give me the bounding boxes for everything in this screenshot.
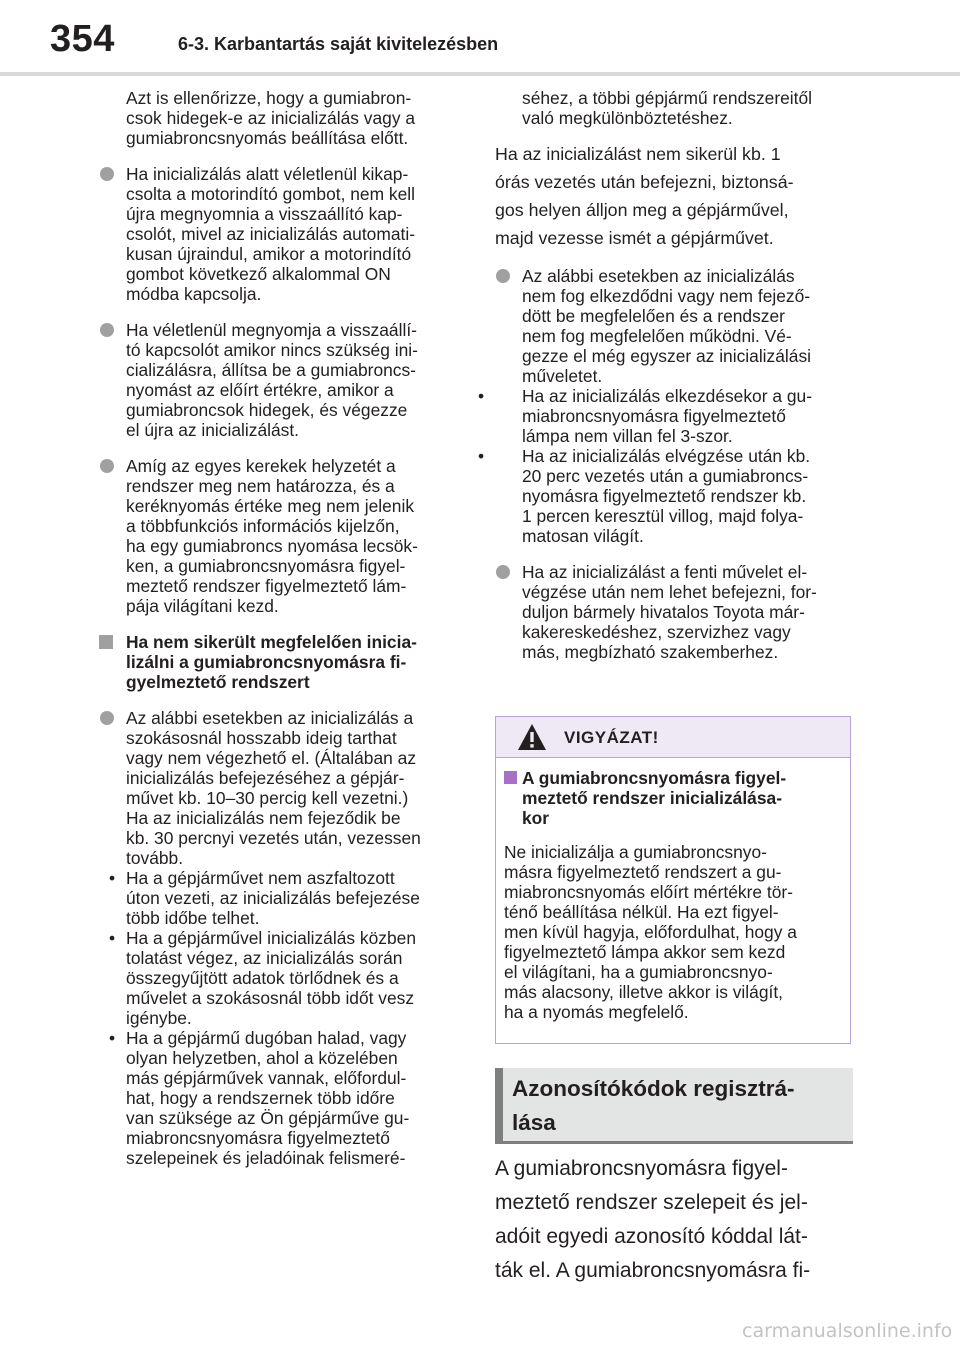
text-line: ken, a gumiabroncsnyomásra figyel- — [126, 556, 406, 576]
bullet-item — [99, 456, 469, 616]
text-line: séhez, a többi gépjármű rendszereitől — [522, 88, 813, 108]
text-line: lizálni a gumiabroncsnyomásra fi- — [126, 652, 407, 672]
bullet-dot-icon — [496, 269, 510, 283]
watermark: carmanualsonline.info — [742, 1320, 953, 1342]
text-line: ténő beállítása nélkül. Ha ezt figyel- — [504, 902, 779, 922]
text-line: gombot következő alkalommal ON — [126, 264, 391, 284]
text-line: figyelmeztető lámpa akkor sem kezd — [504, 942, 786, 962]
caution-title: VIGYÁZAT! — [564, 728, 659, 747]
text-line: el világítani, ha a gumiabroncsnyo- — [504, 962, 773, 982]
dash-item — [99, 1028, 469, 1168]
text-line: tovább. — [126, 848, 184, 868]
text-line: Ha a gépjárművel inicializálás közben — [126, 928, 416, 948]
text-line: olyan helyzetben, ahol a közelében — [126, 1048, 398, 1068]
text-line: tolatást végez, az inicializálás során — [126, 948, 403, 968]
dash-item — [99, 928, 469, 1028]
text-line: ták el. A gumiabroncsnyomásra fi- — [495, 1259, 811, 1282]
text-line: miabroncsnyomás előírt mértékre tör- — [504, 882, 793, 902]
text-line: gumiabroncsnyomás beállítása előtt. — [126, 128, 409, 148]
text-line: dött be megfelelően és a rendszer — [522, 306, 785, 326]
text-line: majd vezesse ismét a gépjárművet. — [495, 228, 774, 248]
page-number: 354 — [50, 18, 115, 60]
text-line: 20 perc vezetés után a gumiabroncs- — [522, 466, 809, 486]
text-line: gezze el még egyszer az inicializálási — [522, 346, 812, 366]
text-line: tó kapcsolót amikor nincs szükség ini- — [126, 340, 418, 360]
text-line: a többfunkciós információs kijelzőn, — [126, 516, 400, 536]
text-line: meztető rendszer figyelmeztető lám- — [126, 576, 407, 596]
text-line: Amíg az egyes kerekek helyzetét a — [126, 456, 396, 476]
continued-paragraph — [495, 88, 855, 128]
text-line: meztető rendszer szelepeit és jel- — [495, 1191, 808, 1214]
bullet-dot-icon — [496, 565, 510, 579]
heading-square-icon — [504, 771, 517, 784]
text-line: órás vezetés után befejezni, biztonsá- — [495, 172, 794, 192]
warning-triangle-icon — [517, 723, 547, 751]
text-line: nem fog elkezdődni vagy nem fejező- — [522, 286, 811, 306]
text-line: Ha az inicializálást a fenti művelet el- — [522, 562, 808, 582]
text-line: lámpa nem villan fel 3-szor. — [522, 426, 733, 446]
text-line: meztető rendszer inicializálása- — [522, 788, 782, 808]
text-line: nem fog megfelelően működni. Vé- — [522, 326, 792, 346]
text-line: csolót, mivel az inicializálás automati- — [126, 224, 415, 244]
text-line: csok hidegek-e az inicializálás vagy a — [126, 108, 416, 128]
dash-item — [99, 868, 469, 928]
section-rule — [495, 1141, 853, 1144]
text-line: el újra az inicializálást. — [126, 420, 300, 440]
text-line: nyomásra figyelmeztető rendszer kb. — [522, 486, 807, 506]
dash-bullet-icon: • — [109, 928, 116, 948]
section-bar — [495, 1068, 503, 1144]
dash-bullet-icon: • — [478, 386, 485, 406]
text-line: Az alábbi esetekben az inicializálás — [522, 266, 795, 286]
section-title — [512, 1072, 842, 1140]
text-line: miabroncsnyomásra figyelmeztető — [522, 406, 786, 426]
text-line: A gumiabroncsnyomásra figyel- — [522, 768, 787, 788]
text-line: hat, hogy a rendszernek több időre — [126, 1088, 395, 1108]
text-line: Ha nem sikerült megfelelően inicia- — [126, 632, 417, 652]
dash-item — [478, 386, 855, 446]
text-line: művelet a szokásosnál több időt vesz — [126, 988, 415, 1008]
text-line: matosan világít. — [522, 526, 644, 546]
bullet-item — [495, 562, 855, 662]
text-line: Ha az inicializálás elvégzése után kb. — [522, 446, 811, 466]
text-line: Azonosítókódok regisztrá- — [512, 1076, 795, 1101]
text-line: csolta a motorindító gombot, nem kell — [126, 184, 416, 204]
dash-bullet-icon: • — [478, 446, 485, 466]
text-line: Ha az inicializálást nem sikerül kb. 1 — [495, 144, 781, 164]
text-line: igénybe. — [126, 1008, 192, 1028]
header-rule — [0, 72, 960, 76]
text-line: van szüksége az Ön gépjárműve gu- — [126, 1108, 410, 1128]
intro-paragraph — [99, 88, 469, 148]
text-line: művet kb. 10–30 percig kell vezetni.) — [126, 788, 409, 808]
text-line: kakereskedéshez, szervizhez vagy — [522, 622, 791, 642]
caution-box — [495, 716, 851, 1044]
caution-body — [496, 758, 850, 1022]
text-line: duljon bármely hivatalos Toyota már- — [522, 602, 805, 622]
text-line: Ha az inicializálás elkezdésekor a gu- — [522, 386, 812, 406]
text-line: inicializálás befejezéséhez a gépjár- — [126, 768, 405, 788]
text-line: keréknyomás értéke meg nem jelenik — [126, 496, 415, 516]
text-line: más, megbízható szakemberhez. — [522, 642, 779, 662]
text-line: kor — [522, 808, 550, 828]
text-line: gos helyen álljon meg a gépjárművel, — [495, 200, 789, 220]
page-header — [0, 0, 960, 76]
bullet-item — [99, 320, 469, 440]
caution-text — [504, 842, 842, 1022]
text-line: gyelmeztető rendszert — [126, 672, 310, 692]
text-line: újra megnyomnia a visszaállító kap- — [126, 204, 403, 224]
text-line: műveletet. — [522, 366, 603, 386]
text-line: gumiabroncsok hidegek, és végezze — [126, 400, 408, 420]
caution-heading — [504, 768, 842, 828]
text-line: Ha inicializálás alatt véletlenül kikap- — [126, 164, 409, 184]
text-line: vagy nem végezhető el. (Általában az — [126, 748, 417, 768]
dash-bullet-icon: • — [109, 868, 116, 888]
text-line: 1 percen keresztül villog, majd folya- — [522, 506, 804, 526]
text-line: rendszer meg nem határozza, és a — [126, 476, 395, 496]
left-column — [99, 88, 469, 1168]
text-line: lása — [512, 1110, 556, 1135]
text-line: Ha a gépjármű dugóban halad, vagy — [126, 1028, 407, 1048]
text-line: adóit egyedi azonosító kóddal lát- — [495, 1225, 808, 1248]
text-line: szelepeinek és jeladóinak felismeré- — [126, 1148, 406, 1168]
bullet-item — [99, 164, 469, 304]
text-line: Ha a gépjárművet nem aszfaltozott — [126, 868, 395, 888]
text-line: más gépjárművek vannak, előfordul- — [126, 1068, 407, 1088]
bullet-dot-icon — [100, 459, 114, 473]
text-line: végzése után nem lehet befejezni, for- — [522, 582, 817, 602]
bullet-dot-icon — [100, 711, 114, 725]
text-line: kusan újraindul, amikor a motorindító — [126, 244, 412, 264]
heading-square-icon — [99, 635, 113, 649]
caution-header — [496, 717, 850, 758]
text-line: kb. 30 percnyi vezetés után, vezessen — [126, 828, 421, 848]
text-line: Ne inicializálja a gumiabroncsnyo- — [504, 842, 767, 862]
text-line: módba kapcsolja. — [126, 284, 262, 304]
text-line: Ha véletlenül megnyomja a visszaállí- — [126, 320, 417, 340]
bullet-item — [99, 708, 469, 868]
text-line: más alacsony, illetve akkor is világít, — [504, 982, 783, 1002]
chapter-title: 6-3. Karbantartás saját kivitelezésben — [178, 34, 499, 54]
text-line: miabroncsnyomásra figyelmeztető — [126, 1128, 390, 1148]
bullet-dot-icon — [100, 167, 114, 181]
subsection-heading — [99, 632, 469, 692]
text-line: több időbe telhet. — [126, 908, 260, 928]
dash-bullet-icon: • — [109, 1028, 116, 1048]
text-line: ha egy gumiabroncs nyomása lecsök- — [126, 536, 418, 556]
text-line: A gumiabroncsnyomásra figyel- — [495, 1157, 788, 1180]
text-line: cializálásra, állítsa be a gumiabroncs- — [126, 360, 416, 380]
text-line: összegyűjtött adatok törlődnek és a — [126, 968, 399, 988]
text-line: men kívül hagyja, előfordulhat, hogy a — [504, 922, 797, 942]
text-line: ha a nyomás megfelelő. — [504, 1002, 689, 1022]
text-line: Azt is ellenőrizze, hogy a gumiabron- — [126, 88, 412, 108]
section-title-box — [495, 1068, 853, 1144]
body-paragraph — [495, 140, 855, 252]
text-line: Az alábbi esetekben az inicializálás a — [126, 708, 414, 728]
text-line: nyomást az előírt értékre, amikor a — [126, 380, 394, 400]
dash-item — [478, 446, 855, 546]
text-line: úton vezeti, az inicializálás befejezése — [126, 888, 420, 908]
text-line: való megkülönböztetéshez. — [522, 108, 733, 128]
text-line: Ha az inicializálás nem fejeződik be — [126, 808, 401, 828]
bullet-dot-icon — [100, 323, 114, 337]
bullet-item — [495, 266, 855, 386]
text-line: szokásosnál hosszabb ideig tarthat — [126, 728, 397, 748]
text-line: másra figyelmeztető rendszert a gu- — [504, 862, 782, 882]
text-line: pája világítani kezd. — [126, 596, 279, 616]
right-column — [478, 88, 855, 678]
section-intro-paragraph — [495, 1152, 855, 1288]
